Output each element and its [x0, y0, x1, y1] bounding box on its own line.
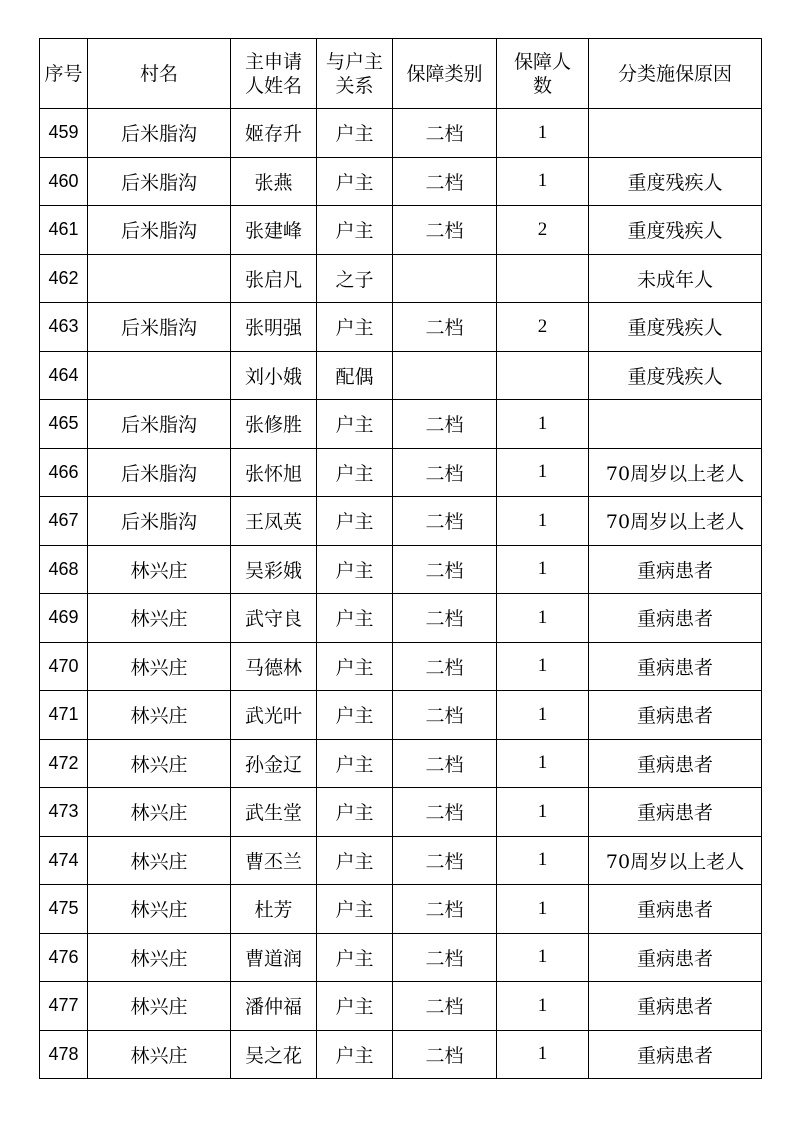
cell-reason: 重病患者	[589, 933, 762, 982]
cell-seq: 472	[40, 739, 88, 788]
cell-relation: 之子	[317, 254, 393, 303]
cell-count: 1	[497, 933, 589, 982]
table-body	[40, 109, 762, 1079]
cell-seq: 469	[40, 594, 88, 643]
cell-seq: 473	[40, 788, 88, 837]
cell-seq: 476	[40, 933, 88, 982]
cell-reason	[589, 109, 762, 158]
cell-level: 二档	[393, 157, 497, 206]
cell-village: 后米脂沟	[88, 497, 231, 546]
cell-applicant-name: 孙金辽	[231, 739, 317, 788]
cell-reason: 重度残疾人	[589, 206, 762, 255]
cell-count: 1	[497, 982, 589, 1031]
cell-relation: 户主	[317, 691, 393, 740]
cell-count: 1	[497, 109, 589, 158]
cell-level: 二档	[393, 933, 497, 982]
cell-count: 2	[497, 206, 589, 255]
cell-count: 1	[497, 788, 589, 837]
cell-count: 1	[497, 885, 589, 934]
cell-seq: 475	[40, 885, 88, 934]
cell-seq: 465	[40, 400, 88, 449]
table-row	[40, 836, 762, 885]
cell-count: 1	[497, 497, 589, 546]
cell-count	[497, 351, 589, 400]
table-row	[40, 545, 762, 594]
table-row	[40, 497, 762, 546]
cell-count	[497, 254, 589, 303]
cell-level: 二档	[393, 836, 497, 885]
table-row	[40, 788, 762, 837]
cell-village: 后米脂沟	[88, 400, 231, 449]
cell-seq: 464	[40, 351, 88, 400]
welfare-table	[39, 38, 762, 1079]
cell-applicant-name: 张建峰	[231, 206, 317, 255]
cell-relation: 户主	[317, 933, 393, 982]
cell-seq: 467	[40, 497, 88, 546]
cell-seq: 478	[40, 1030, 88, 1079]
cell-reason: 重病患者	[589, 885, 762, 934]
cell-reason: 重病患者	[589, 1030, 762, 1079]
header-row	[40, 39, 762, 109]
cell-applicant-name: 张明强	[231, 303, 317, 352]
cell-level: 二档	[393, 982, 497, 1031]
cell-reason: 重病患者	[589, 642, 762, 691]
cell-village: 林兴庄	[88, 982, 231, 1031]
cell-level: 二档	[393, 594, 497, 643]
cell-level: 二档	[393, 109, 497, 158]
cell-seq: 466	[40, 448, 88, 497]
cell-relation: 户主	[317, 788, 393, 837]
table-row	[40, 642, 762, 691]
cell-reason	[589, 400, 762, 449]
cell-relation: 户主	[317, 109, 393, 158]
cell-relation: 户主	[317, 157, 393, 206]
header-reason: 分类施保原因	[589, 39, 762, 109]
cell-relation: 户主	[317, 642, 393, 691]
table-row	[40, 739, 762, 788]
cell-count: 1	[497, 642, 589, 691]
cell-applicant-name: 曹丕兰	[231, 836, 317, 885]
cell-seq: 460	[40, 157, 88, 206]
cell-reason: 重病患者	[589, 691, 762, 740]
table-header	[40, 39, 762, 109]
cell-level: 二档	[393, 497, 497, 546]
cell-applicant-name: 武守良	[231, 594, 317, 643]
cell-seq: 459	[40, 109, 88, 158]
cell-applicant-name: 武光叶	[231, 691, 317, 740]
cell-count: 1	[497, 1030, 589, 1079]
cell-relation: 户主	[317, 303, 393, 352]
cell-village: 林兴庄	[88, 1030, 231, 1079]
cell-reason: 重病患者	[589, 788, 762, 837]
cell-village: 林兴庄	[88, 885, 231, 934]
cell-village	[88, 351, 231, 400]
cell-reason: 重度残疾人	[589, 351, 762, 400]
cell-seq: 462	[40, 254, 88, 303]
cell-applicant-name: 王凤英	[231, 497, 317, 546]
header-village: 村名	[88, 39, 231, 109]
table-row	[40, 594, 762, 643]
cell-seq: 461	[40, 206, 88, 255]
header-level: 保障类别	[393, 39, 497, 109]
cell-level: 二档	[393, 885, 497, 934]
cell-reason: 重度残疾人	[589, 303, 762, 352]
cell-relation: 户主	[317, 836, 393, 885]
cell-reason: 70周岁以上老人	[589, 448, 762, 497]
cell-level: 二档	[393, 545, 497, 594]
header-seq: 序号	[40, 39, 88, 109]
table-row	[40, 303, 762, 352]
table-row	[40, 933, 762, 982]
cell-applicant-name: 姬存升	[231, 109, 317, 158]
cell-relation: 配偶	[317, 351, 393, 400]
cell-count: 1	[497, 157, 589, 206]
cell-village: 后米脂沟	[88, 303, 231, 352]
header-applicant: 主申请人姓名	[231, 39, 317, 109]
cell-reason: 重病患者	[589, 982, 762, 1031]
cell-reason: 重度残疾人	[589, 157, 762, 206]
cell-village: 林兴庄	[88, 691, 231, 740]
cell-applicant-name: 吴彩娥	[231, 545, 317, 594]
cell-count: 1	[497, 545, 589, 594]
cell-relation: 户主	[317, 400, 393, 449]
cell-seq: 471	[40, 691, 88, 740]
cell-count: 1	[497, 448, 589, 497]
table-row	[40, 157, 762, 206]
cell-village: 后米脂沟	[88, 206, 231, 255]
cell-applicant-name: 张燕	[231, 157, 317, 206]
table-row	[40, 1030, 762, 1079]
cell-village: 林兴庄	[88, 933, 231, 982]
cell-relation: 户主	[317, 594, 393, 643]
cell-applicant-name: 吴之花	[231, 1030, 317, 1079]
cell-seq: 474	[40, 836, 88, 885]
table-row	[40, 448, 762, 497]
cell-applicant-name: 武生堂	[231, 788, 317, 837]
cell-relation: 户主	[317, 885, 393, 934]
cell-reason: 重病患者	[589, 594, 762, 643]
cell-reason: 70周岁以上老人	[589, 836, 762, 885]
cell-count: 1	[497, 836, 589, 885]
cell-village: 林兴庄	[88, 594, 231, 643]
table-row	[40, 691, 762, 740]
cell-village: 林兴庄	[88, 739, 231, 788]
cell-applicant-name: 张修胜	[231, 400, 317, 449]
cell-village	[88, 254, 231, 303]
table-row	[40, 885, 762, 934]
cell-reason: 未成年人	[589, 254, 762, 303]
cell-count: 1	[497, 594, 589, 643]
cell-relation: 户主	[317, 497, 393, 546]
cell-count: 1	[497, 691, 589, 740]
cell-relation: 户主	[317, 982, 393, 1031]
cell-village: 林兴庄	[88, 836, 231, 885]
cell-level: 二档	[393, 303, 497, 352]
cell-level: 二档	[393, 739, 497, 788]
cell-seq: 468	[40, 545, 88, 594]
cell-count: 1	[497, 400, 589, 449]
table-row	[40, 351, 762, 400]
cell-seq: 477	[40, 982, 88, 1031]
cell-village: 后米脂沟	[88, 448, 231, 497]
cell-seq: 463	[40, 303, 88, 352]
cell-reason: 重病患者	[589, 545, 762, 594]
table-row	[40, 400, 762, 449]
cell-applicant-name: 曹道润	[231, 933, 317, 982]
document-page	[39, 38, 762, 1079]
cell-level	[393, 351, 497, 400]
cell-relation: 户主	[317, 545, 393, 594]
cell-relation: 户主	[317, 206, 393, 255]
header-count: 保障人数	[497, 39, 589, 109]
table-row	[40, 109, 762, 158]
cell-village: 林兴庄	[88, 788, 231, 837]
cell-village: 林兴庄	[88, 642, 231, 691]
cell-relation: 户主	[317, 739, 393, 788]
cell-relation: 户主	[317, 1030, 393, 1079]
cell-level: 二档	[393, 642, 497, 691]
cell-level: 二档	[393, 206, 497, 255]
table-row	[40, 254, 762, 303]
cell-applicant-name: 张启凡	[231, 254, 317, 303]
cell-count: 2	[497, 303, 589, 352]
cell-reason: 70周岁以上老人	[589, 497, 762, 546]
cell-village: 林兴庄	[88, 545, 231, 594]
cell-level: 二档	[393, 448, 497, 497]
cell-count: 1	[497, 739, 589, 788]
cell-level: 二档	[393, 691, 497, 740]
header-relation: 与户主关系	[317, 39, 393, 109]
cell-reason: 重病患者	[589, 739, 762, 788]
cell-level: 二档	[393, 788, 497, 837]
cell-applicant-name: 潘仲福	[231, 982, 317, 1031]
cell-applicant-name: 刘小娥	[231, 351, 317, 400]
cell-applicant-name: 马德林	[231, 642, 317, 691]
cell-level: 二档	[393, 1030, 497, 1079]
cell-relation: 户主	[317, 448, 393, 497]
table-row	[40, 206, 762, 255]
cell-applicant-name: 张怀旭	[231, 448, 317, 497]
cell-village: 后米脂沟	[88, 109, 231, 158]
cell-village: 后米脂沟	[88, 157, 231, 206]
cell-applicant-name: 杜芳	[231, 885, 317, 934]
cell-seq: 470	[40, 642, 88, 691]
cell-level	[393, 254, 497, 303]
table-row	[40, 982, 762, 1031]
cell-level: 二档	[393, 400, 497, 449]
